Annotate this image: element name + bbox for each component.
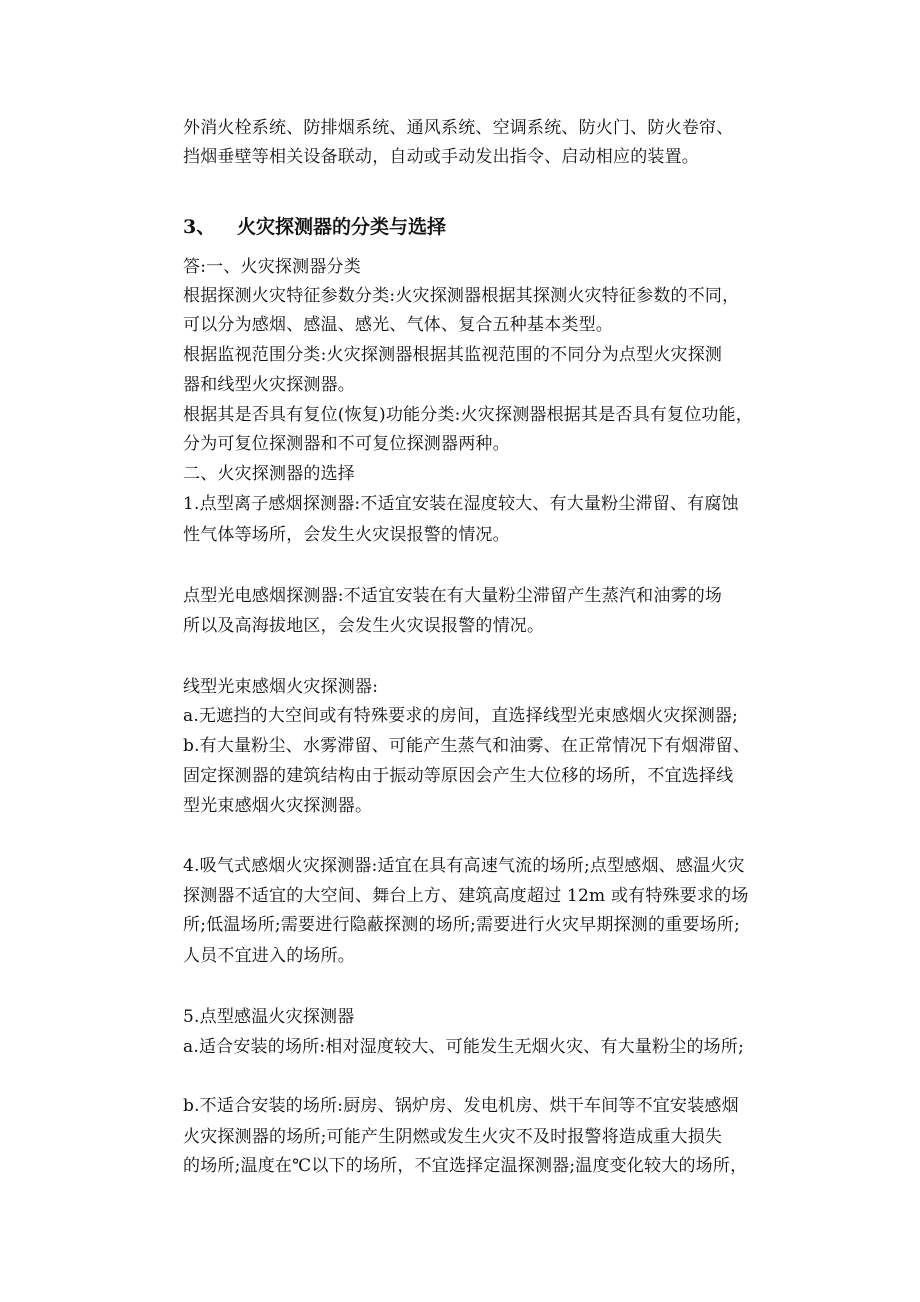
- text-line: 5.点型感温火灾探测器: [183, 1007, 355, 1027]
- section-heading: [183, 215, 446, 239]
- text-line: 型光束感烟火灾探测器。: [183, 796, 373, 816]
- intro-line-1: 外消火栓系统、防排烟系统、通风系统、空调系统、防火门、防火卷帘、: [183, 118, 734, 138]
- section-title: 火灾探测器的分类与选择: [237, 216, 447, 238]
- text-line: 固定探测器的建筑结构由于振动等原因会产生大位移的场所，不宜选择线: [183, 766, 734, 786]
- text-line: a.无遮挡的大空间或有特殊要求的房间，直选择线型光束感烟火灾探测器;: [183, 706, 739, 726]
- text-line: 二、火灾探测器的选择: [183, 464, 355, 484]
- text-line: a.适合安装的场所:相对湿度较大、可能发生无烟火灾、有大量粉尘的场所;: [183, 1037, 744, 1057]
- text-line: 所;低温场所;需要进行隐蔽探测的场所;需要进行火灾早期探测的重要场所;: [183, 915, 740, 935]
- text-line: b.有大量粉尘、水雾滞留、可能产生蒸气和油雾、在正常情况下有烟滞留、: [183, 736, 751, 756]
- text-line: 探测器不适宜的大空间、舞台上方、建筑高度超过 12m 或有特殊要求的场: [183, 886, 749, 906]
- text-line: 1.点型离子感烟探测器:不适宜安装在湿度较大、有大量粉尘滞留、有腐蚀: [183, 494, 739, 514]
- text-line: 性气体等场所，会发生火灾误报警的情况。: [183, 525, 510, 545]
- text-line: 点型光电感烟探测器:不适宜安装在有大量粉尘滞留产生蒸汽和油雾的场: [183, 586, 723, 606]
- intro-line-2: 挡烟垂壁等相关设备联动，自动或手动发出指令、启动相应的装置。: [183, 147, 699, 167]
- text-line: 器和线型火灾探测器。: [183, 375, 355, 395]
- text-line: 根据探测火灾特征参数分类:火灾探测器根据其探测火灾特征参数的不同，: [183, 286, 740, 306]
- text-line: 答:一、火灾探测器分类: [183, 257, 361, 277]
- section-number: 3、: [183, 216, 216, 238]
- text-line: 根据其是否具有复位(恢复)功能分类:火灾探测器根据其是否具有复位功能，: [183, 405, 753, 425]
- text-line: 火灾探测器的场所;可能产生阴燃或发生火灾不及时报警将造成重大损失: [183, 1127, 723, 1147]
- text-line: 根据监视范围分类:火灾探测器根据其监视范围的不同分为点型火灾探测: [183, 345, 723, 365]
- text-line: 线型光束感烟火灾探测器:: [183, 677, 379, 697]
- text-line: 可以分为感烟、感温、感光、气体、复合五种基本类型。: [183, 315, 613, 335]
- text-line: 分为可复位探测器和不可复位探测器两种。: [183, 434, 510, 454]
- text-line: b.不适合安装的场所:厨房、锅炉房、发电机房、烘干车间等不宜安装感烟: [183, 1096, 739, 1116]
- text-line: 的场所;温度在℃以下的场所，不宜选择定温探测器;温度变化较大的场所，: [183, 1156, 748, 1176]
- text-line: 人员不宜进入的场所。: [183, 946, 355, 966]
- text-line: 所以及高海拔地区，会发生火灾误报警的情况。: [183, 616, 545, 636]
- text-line: 4.吸气式感烟火灾探测器:适宜在具有高速气流的场所;点型感烟、感温火灾: [183, 856, 745, 876]
